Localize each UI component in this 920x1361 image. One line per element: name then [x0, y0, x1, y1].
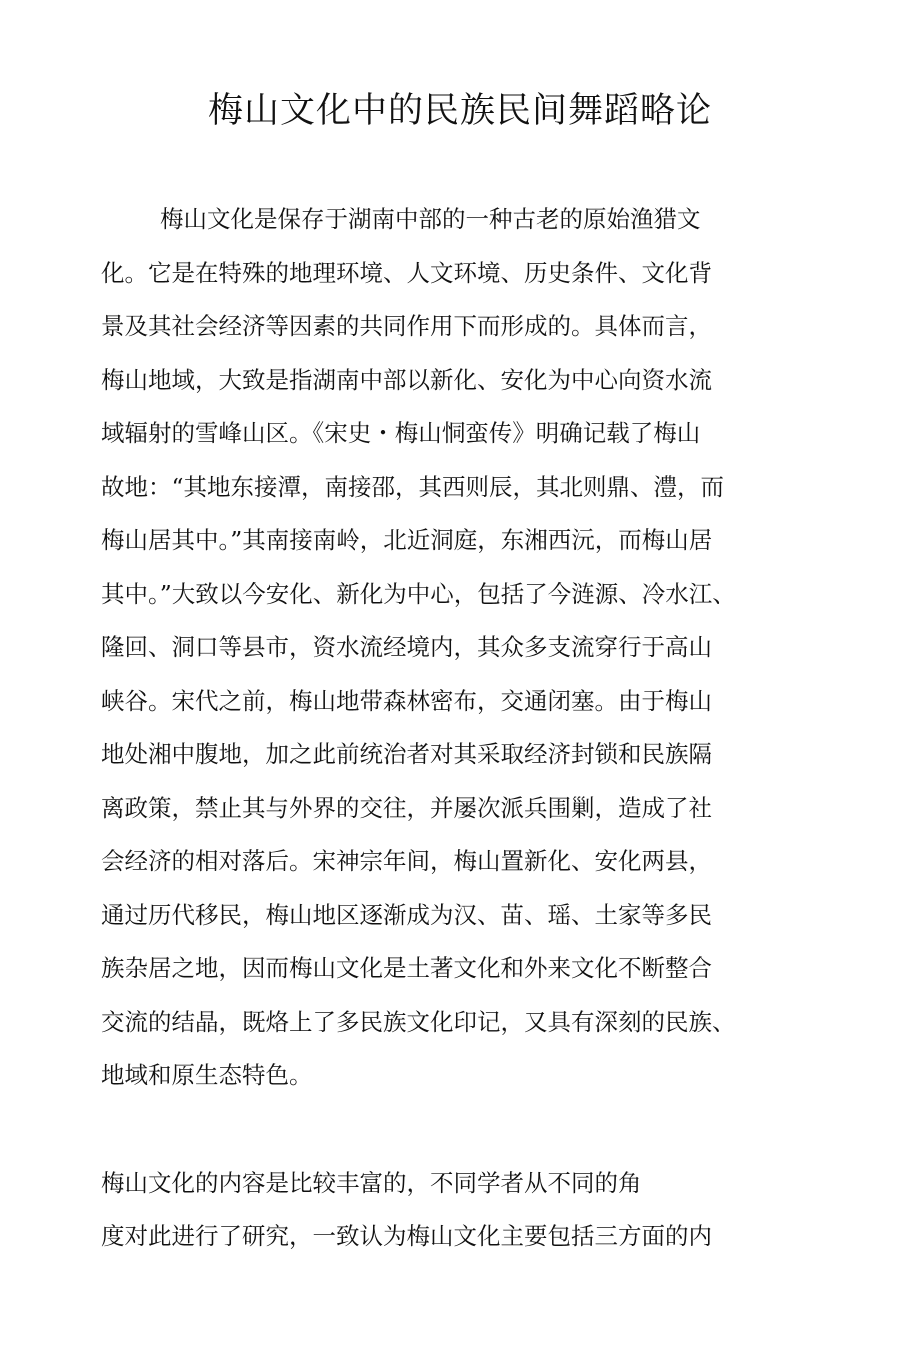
- paragraph-1-line: 隆回、洞口等县市，资水流经境内，其众多支流穿行于高山: [101, 633, 712, 661]
- paragraph-1-line: 地域和原生态特色。: [101, 1061, 313, 1089]
- paragraph-2-line: 度对此进行了研究，一致认为梅山文化主要包括三方面的内: [101, 1222, 712, 1250]
- paragraph-1-line: 景及其社会经济等因素的共同作用下而形成的。具体而言，: [101, 312, 712, 340]
- paragraph-1-line: 通过历代移民，梅山地区逐渐成为汉、苗、瑶、土家等多民: [101, 901, 712, 929]
- paragraph-1-line: 化。它是在特殊的地理环境、人文环境、历史条件、文化背: [101, 259, 712, 287]
- paragraph-1-line: 交流的结晶，既烙上了多民族文化印记，又具有深刻的民族、: [101, 1008, 736, 1036]
- paragraph-1-line: 故地：“其地东接潭，南接邵，其西则辰，其北则鼎、澧，而: [101, 473, 725, 501]
- paragraph-2-line: 梅山文化的内容是比较丰富的，不同学者从不同的角: [101, 1169, 642, 1197]
- paragraph-1-line: 梅山地域，大致是指湖南中部以新化、安化为中心向资水流: [101, 366, 712, 394]
- paragraph-1-line: 梅山文化是保存于湖南中部的一种古老的原始渔猎文: [160, 205, 701, 233]
- paragraph-1-line: 梅山居其中。”其南接南岭，北近洞庭，东湘西沅，而梅山居: [101, 526, 713, 554]
- paragraph-1-line: 地处湘中腹地，加之此前统治者对其采取经济封锁和民族隔: [101, 740, 712, 768]
- document-title: 梅山文化中的民族民间舞蹈略论: [207, 91, 712, 131]
- paragraph-1-line: 其中。”大致以今安化、新化为中心，包括了今涟源、冷水江、: [101, 580, 736, 608]
- paragraph-1-line: 族杂居之地，因而梅山文化是土著文化和外来文化不断整合: [101, 954, 712, 982]
- paragraph-1-line: 离政策，禁止其与外界的交往，并屡次派兵围剿，造成了社: [101, 794, 712, 822]
- paragraph-1-line: 会经济的相对落后。宋神宗年间，梅山置新化、安化两县，: [101, 847, 712, 875]
- paragraph-1-line: 域辐射的雪峰山区。《宋史・梅山恫蛮传》明确记载了梅山: [101, 419, 701, 447]
- paragraph-1-line: 峡谷。宋代之前，梅山地带森林密布，交通闭塞。由于梅山: [101, 687, 712, 715]
